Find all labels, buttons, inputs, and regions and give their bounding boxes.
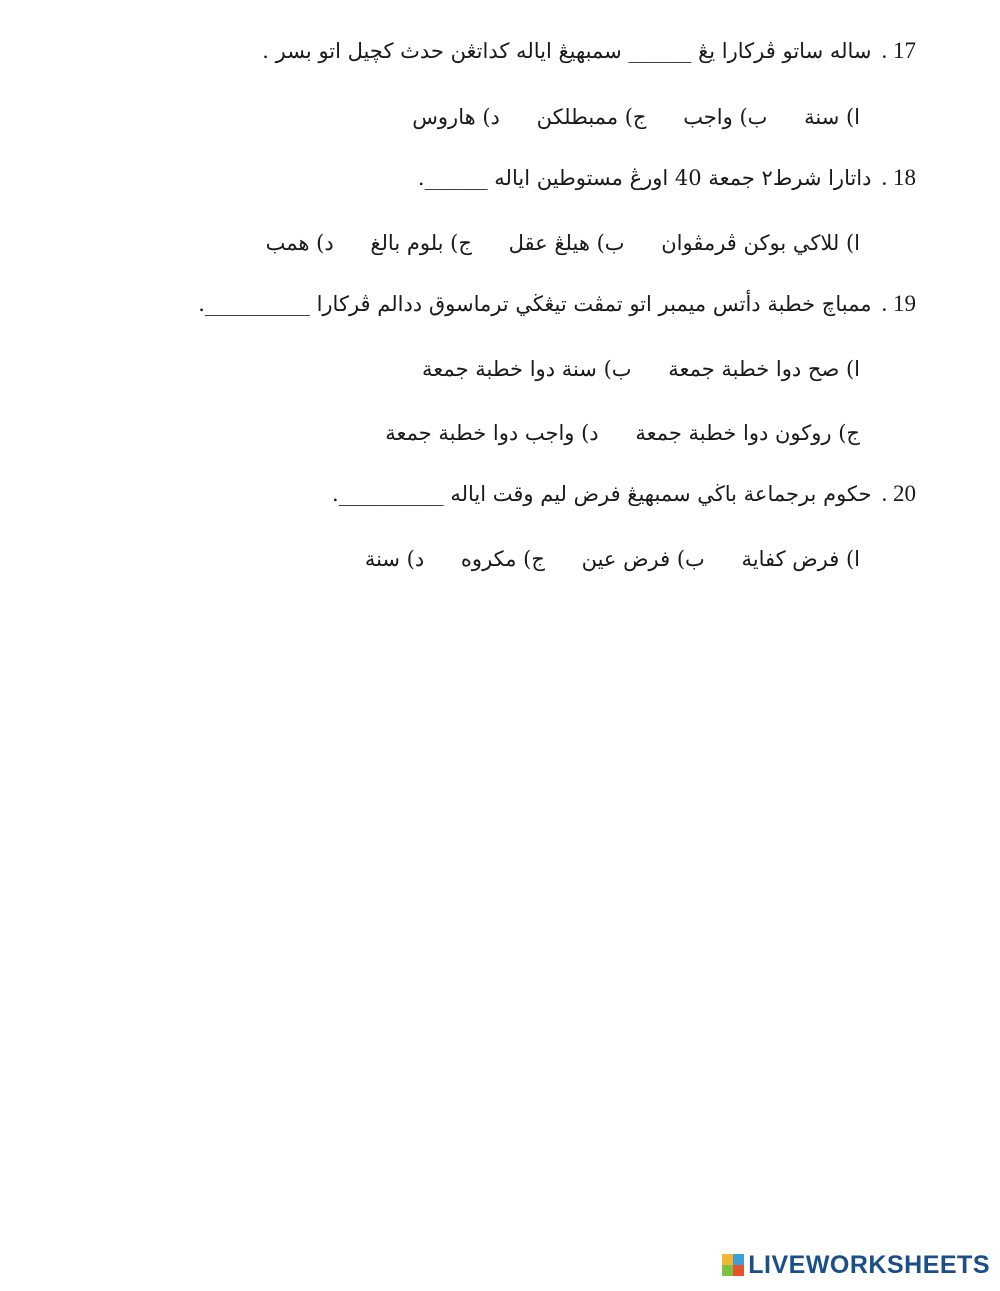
option-a[interactable]: ا) فرض كفاية [741,547,860,571]
brand-name: LIVEWORKSHEETS [748,1250,990,1279]
options-18 [266,228,860,258]
logo-square [733,1254,744,1265]
option-b[interactable]: ب) واجب [683,105,768,129]
question-stem: ساله ساتو ڤركارا يڠ [698,39,872,63]
liveworksheets-logo-icon [722,1254,744,1276]
question-17 [262,36,916,66]
option-d[interactable]: د) سنة [364,547,425,571]
options-19-row2 [385,418,860,448]
answer-blank[interactable]: ______. [417,166,488,190]
options-17 [412,102,860,132]
logo-square [722,1265,733,1276]
option-b[interactable]: ب) فرض عين [581,547,705,571]
question-stem-end: سمبهيڠ اياله كداتڠن حدث كچيل اتو بسر . [262,39,622,63]
option-b[interactable]: ب) سنة دوا خطبة جمعة [422,357,632,381]
option-d[interactable]: د) هاروس [412,105,500,129]
option-d[interactable]: د) واجب دوا خطبة جمعة [385,421,599,445]
option-c[interactable]: ج) مكروه [460,547,545,571]
option-b[interactable]: ب) هيلڠ عقل [508,231,625,255]
question-number: 19 . [881,291,916,316]
option-a[interactable]: ا) سنة [804,105,860,129]
option-a[interactable]: ا) صح دوا خطبة جمعة [668,357,860,381]
question-stem: حكوم برجماعة باڬي سمبهيڠ فرض ليم وقت اياله [450,482,872,506]
question-19 [198,289,916,319]
logo-square [722,1254,733,1265]
answer-blank[interactable]: __________. [198,292,310,316]
question-20 [332,479,916,509]
options-19-row1 [422,354,860,384]
option-a[interactable]: ا) للاكي بوكن ڤرمڤوان [661,231,860,255]
question-number: 20 . [881,481,916,506]
option-d[interactable]: د) همب [265,231,334,255]
logo-square [733,1265,744,1276]
liveworksheets-footer [722,1251,990,1279]
question-number: 18 . [881,165,916,190]
option-c[interactable]: ج) ممبطلكن [536,105,647,129]
option-c[interactable]: ج) روكون دوا خطبة جمعة [635,421,860,445]
question-18 [418,163,916,193]
question-number: 17 . [881,38,916,63]
question-stem: داتارا شرط٢ جمعة 40 اورڠ مستوطين اياله [494,166,872,190]
answer-blank[interactable]: ______ [628,39,692,63]
question-stem: ممباچ خطبة دأتس ميمبر اتو تمڤت تيڠڬي ترماسوق ددالم ڤركارا [316,292,872,316]
options-20 [365,544,860,574]
answer-blank[interactable]: __________. [331,482,444,506]
option-c[interactable]: ج) بلوم بالغ [370,231,472,255]
